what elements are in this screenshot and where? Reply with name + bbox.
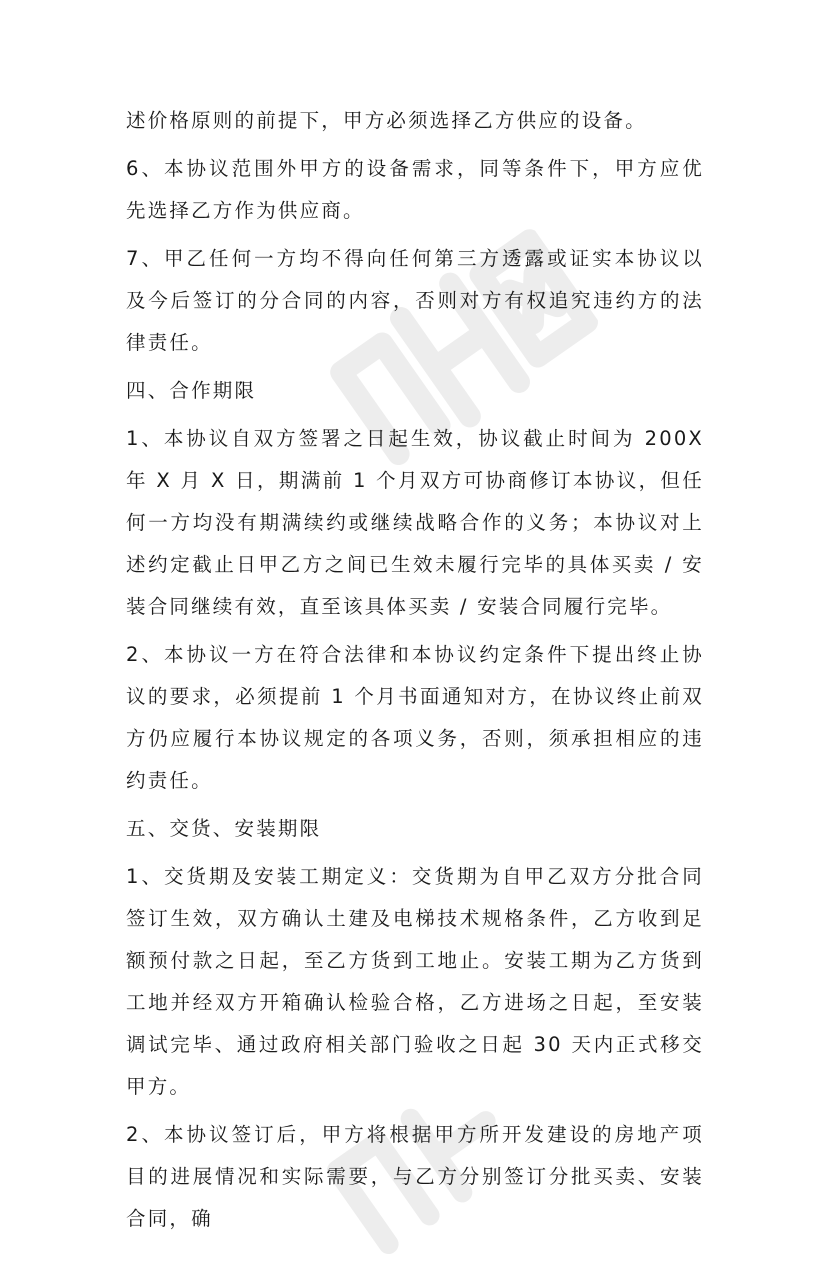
paragraph-price-principle: 述价格原则的前提下，甲方必须选择乙方供应的设备。 — [126, 109, 647, 132]
paragraph-period-clause-2: 2、本协议一方在符合法律和本协议约定条件下提出终止协议的要求，必须提前 1 个月书面通知对方，在协议终止前双方仍应履行本协议规定的各项义务，否则，须承担相应的违约责任。 — [126, 643, 704, 792]
paragraph-clause-7: 7、甲乙任何一方均不得向任何第三方透露或证实本协议以及今后签订的分合同的内容，否则对方有权追究违约方的法律责任。 — [126, 247, 704, 354]
paragraph-clause-6: 6、本协议范围外甲方的设备需求，同等条件下，甲方应优先选择乙方作为供应商。 — [126, 157, 704, 222]
paragraph-period-clause-1: 1、本协议自双方签署之日起生效，协议截止时间为 200X 年 X 月 X 日，期满前 1 个月双方可协商修订本协议，但任何一方均没有期满续约或继续战略合作的义务；本协议对上述约定截止日甲乙方之间已生效未履行完毕的具体买卖 / 安装合同继续有效，直至该具体买卖 / 安装合同履行完毕。 — [126, 427, 704, 618]
paragraph-delivery-clause-1: 1、交货期及安装工期定义：交货期为自甲乙双方分批合同签订生效，双方确认土建及电梯技术规格条件，乙方收到足额预付款之日起，至乙方货到工地止。安装工期为乙方货到工地并经双方开箱确认检验合格，乙方进场之日起，至安装调试完毕、通过政府相关部门验收之日起 30 天内正式移交甲方。 — [126, 865, 704, 1098]
section-heading-cooperation-period: 四、合作期限 — [126, 379, 257, 402]
paragraph-delivery-clause-2: 2、本协议签订后，甲方将根据甲方所开发建设的房地产项目的进展情况和实际需要，与乙方分别签订分批买卖、安装合同，确 — [126, 1123, 704, 1230]
section-heading-delivery-installation: 五、交货、安装期限 — [126, 817, 322, 840]
document-body — [126, 100, 704, 1246]
